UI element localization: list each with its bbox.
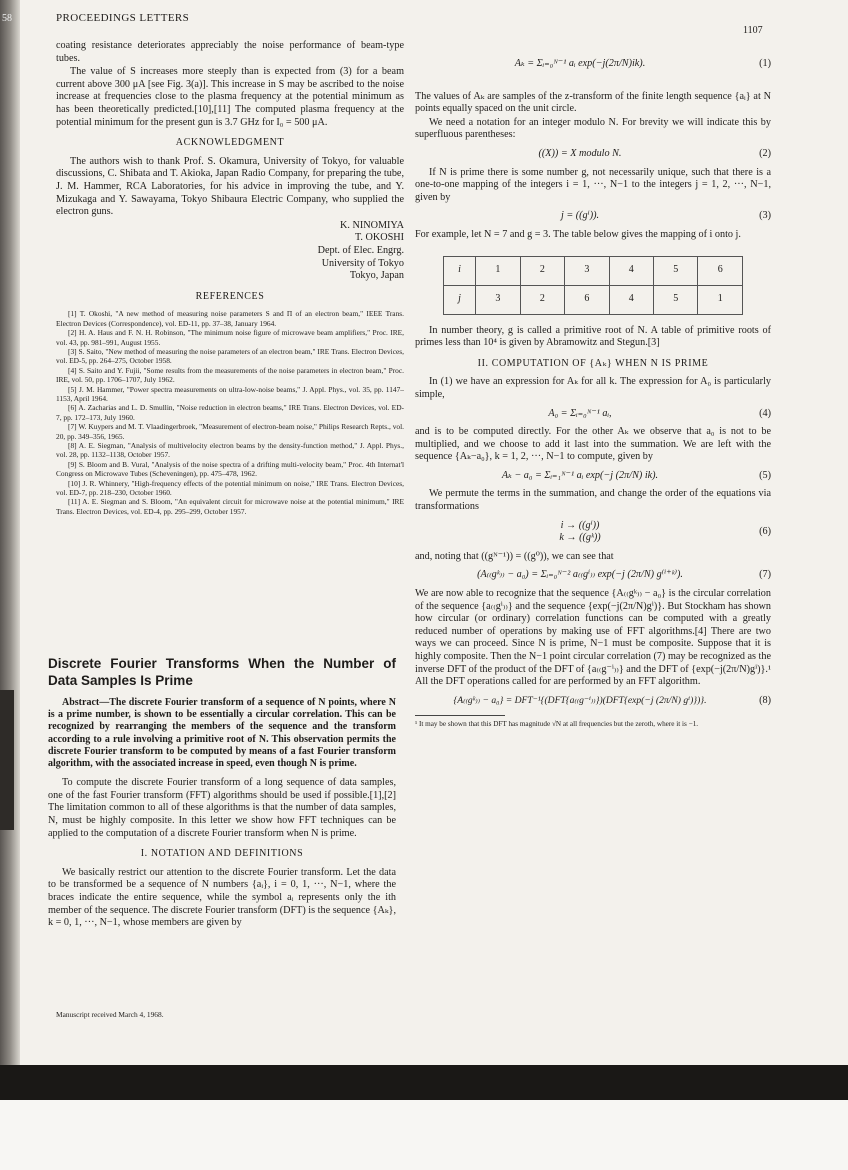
paragraph: and is to be computed directly. For the other Aₖ we observe that a₀ is not to be multiplied, and we choose to add it last into the summation. We are left with the sequence {Aₖ−a₀}, k = 1, 2, ···, N−1 to compute, given by (415, 426, 771, 463)
table-cell: 6 (565, 285, 609, 314)
paragraph: We basically restrict our attention to the discrete Fourier transform. Let the data to be transformed be a sequence of N numbers {aᵢ}, i = 0, 1, ···, N−1, where the braces indicate the entire sequence, while the symbol aᵢ represents only the ith member of the sequence. The discrete Fourier transform (DFT) is the sequence {Aₖ}, k = 0, 1, ···, N−1, whose members are given by (48, 866, 396, 929)
table-cell: 4 (609, 285, 653, 314)
acknowledgment-text: The authors wish to thank Prof. S. Okamura, University of Tokyo, for valuable discussions, C. Shibata and T. Akioka, Japan Radio Company, for preparing the tube, J. M. Hammer, RCA Laboratories, for his advice in improving the tube, and Y. Mizukaga and Y. Sawayama, Tokyo Shibaura Electric Company, who supplied the electron guns. (56, 155, 404, 218)
reference-item: [2] H. A. Haus and F. N. H. Robinson, "The minimum noise figure of microwave beam amplifiers," Proc. IRE, vol. 43, pp. 981–991, August 1955. (56, 328, 404, 347)
table-cell: 4 (609, 256, 653, 285)
paragraph: For example, let N = 7 and g = 3. The table below gives the mapping of i onto j. (415, 228, 741, 240)
mapping-table (443, 256, 743, 315)
author-name: T. OKOSHI (354, 232, 404, 244)
abstract: Abstract—The discrete Fourier transform of a sequence of N points, where N is a prime number, is shown to be essentially a circular correlation. This can be recognized by rearranging the members of the sequence and the transform according to a rule involving a primitive root of N. This observation permits the discrete Fourier transform to be computed by means of a fast Fourier transform algorithm, with the associated increase in speed, even though N is prime. (48, 697, 396, 770)
author-name: K. NINOMIYA (340, 219, 404, 231)
equation-6: i → ((gⁱ)) k → ((gᵏ)) (6) (559, 519, 771, 544)
paragraph: coating resistance deteriorates appreciably the noise performance of beam-type tubes. (56, 40, 404, 64)
reference-item: [1] T. Okoshi, "A new method of measuring noise parameters S and Π of an electron beam," IEEE Trans. Electron Devices (Correspondence), vol. ED-11, pp. 37–38, January 1964. (56, 309, 404, 328)
paragraph: We need a notation for an integer modulo N. For brevity we will indicate this by superfluous parentheses: (415, 116, 771, 141)
table-cell: 5 (654, 285, 698, 314)
table-row (444, 256, 743, 285)
equation-line: i → ((gⁱ)) (560, 519, 600, 531)
equation-5: Aₖ − a₀ = Σᵢ₌₁ᴺ⁻¹ aᵢ exp(−j (2π/N) ik). (5) (501, 469, 771, 481)
table-cell: 3 (565, 256, 609, 285)
table-cell: 2 (520, 285, 564, 314)
paragraph: In (1) we have an expression for Aₖ for all k. The expression for A₀ is particularly simple, (415, 376, 771, 400)
references-heading: REFERENCES (195, 290, 265, 302)
footnote: ¹ It may be shown that this DFT has magnitude √N at all frequencies but the zeroth, where it is −1. (415, 720, 699, 729)
affiliation: Dept. of Elec. Engrg. (317, 244, 404, 256)
equation-1: Aₖ = Σᵢ₌₀ᴺ⁻¹ aᵢ exp(−j(2π/N)ik). (1) (514, 58, 771, 69)
equation-4: A₀ = Σᵢ₌₀ᴺ⁻¹ aᵢ, (4) (548, 407, 771, 419)
reference-item: [5] J. M. Hammer, "Power spectra measurements on ultra-low-noise beams," J. Appl. Phys., vol. 35, pp. 1147–1153, April 1964. (56, 384, 404, 403)
right-column (415, 52, 771, 729)
manuscript-note: Manuscript received March 4, 1968. (56, 1010, 164, 1019)
table-cell: i (444, 256, 476, 285)
paragraph: The values of Aₖ are samples of the z-transform of the finite length sequence {aᵢ} at N points equally spaced on the unit circle. (415, 90, 771, 115)
paragraph: We permute the terms in the summation, and change the order of the equations via transformations (415, 488, 771, 513)
equation-8: {A₍₍gᵏ₎₎ − a₀} = DFT⁻¹{(DFT{a₍₍g⁻ⁱ₎₎})(DFT{exp(−j (2π/N) gⁱ)})}. (8) (453, 694, 771, 706)
page-spine-shadow (0, 0, 20, 1065)
scan-bottom-margin (0, 1100, 848, 1170)
paragraph: If N is prime there is some number g, not necessarily unique, such that there is a one-to-one mapping of the integers i = 1, ···, N−1 to the integers j = 1, 2, ···, N−1, given by (415, 166, 771, 203)
section-heading: I. NOTATION AND DEFINITIONS (140, 848, 304, 860)
reference-list (56, 309, 404, 516)
article-title: Discrete Fourier Transforms When the Number of Data Samples Is Prime (48, 656, 396, 688)
table-cell: 1 (698, 285, 743, 314)
affiliation: University of Tokyo (321, 257, 404, 269)
scan-black-border (0, 1065, 848, 1100)
footnote-rule (415, 715, 505, 716)
reference-item: [9] S. Bloom and B. Vural, "Analysis of the noise spectra of a drifting multi-velocity beam," Proc. 4th Internat'l Congress on Microwave Tubes (Scheveningen), pp. 475–478, 1962. (56, 459, 404, 479)
affiliation: Tokyo, Japan (349, 270, 404, 282)
reference-item: [3] S. Saito, "New method of measuring the noise parameters of an electron beam," IRE Trans. Electron Devices, vol. ED-5, pp. 264–275, October 1958. (56, 346, 404, 366)
reference-item: [7] W. Kuypers and M. T. Vlaadingerbroek, "Measurement of electron-beam noise," Philips Research Repts., vol. 20, pp. 349–356, 1965. (56, 422, 404, 441)
reference-item: [4] S. Saito and Y. Fujii, "Some results from the measurements of the noise parameters in electron beam," Proc. IRE, vol. 50, pp. 1706–1707, July 1962. (56, 365, 404, 385)
intro-paragraph: To compute the discrete Fourier transform of a long sequence of data samples, one of the fast Fourier transform (FFT) algorithms should be used if possible.[1],[2] The limitation common to all of these algorithms is that the number of data samples, N, must be highly composite. In this letter we show how FFT techniques can be applied to the computation of a discrete Fourier transform when N is prime. (48, 777, 396, 839)
paragraph: We are now able to recognize that the sequence {A₍₍gᵏ₎₎ − a₀} is the circular correlation of the sequence {a₍₍gⁱ₎₎} and the sequence {exp(−j(2π/N)gⁱ)}. But Stockham has shown how circular (or ordinary) correlation functions can be computed with a greatly reduced number of operations by making use of FFT algorithms.[4] There are two ways we can proceed. Since N is prime, N−1 must be composite. Suppose that it is highly composite. Then the N−1 point circular correlation (7) may be recognized as the inverse DFT of the product of the DFT of {a₍₍g⁻ⁱ₎₎} and the DFT of {exp(−j(2π/N)gⁱ)}.¹ All the DFT operations called for are performed by an FFT algorithm. (415, 588, 772, 688)
equation-7: (A₍₍gᵏ₎₎ − a₀) = Σᵢ₌₀ᴺ⁻² a₍₍gⁱ₎₎ exp(−j (2π/N) g⁽ⁱ⁺ᵏ⁾). (7) (477, 569, 771, 581)
binding-shadow (0, 690, 14, 830)
left-page-number: 58 (2, 13, 12, 24)
reference-item: [10] J. R. Whinnery, "High-frequency effects of the potential minimum on noise," IRE Trans. Electron Devices, vol. ED-7, pp. 218–230, October 1960. (56, 478, 404, 497)
page-number: 1107 (743, 25, 763, 36)
paragraph: In number theory, g is called a primitive root of N. A table of primitive roots of primes less than 10⁴ is given by Abramowitz and Stegun.[3] (415, 324, 771, 349)
table-cell: j (444, 285, 476, 314)
table-cell: 3 (476, 285, 520, 314)
article-column (48, 655, 396, 931)
paragraph: and, noting that ((gᴺ⁻¹)) = ((g⁰)), we can see that (415, 550, 614, 562)
paragraph: The value of S increases more steeply than is expected from (3) for a beam current above 300 μA [see Fig. 3(a)]. This increase in S may be ascribed to the noise increase at frequencies close to the plasma frequency at the potential minimum as has been theoretically predicted.[10],[11] The computed plasma frequency at the potential minimum for the present gun is 3.7 GHz for I₀ = 500 μA. (56, 66, 404, 128)
reference-item: [6] A. Zacharias and L. D. Smullin, "Noise reduction in electron beams," IRE Trans. Electron Devices, vol. ED-7, pp. 172–173, July 1960. (56, 403, 404, 422)
acknowledgment-heading: ACKNOWLEDGMENT (175, 137, 285, 149)
table-cell: 2 (520, 256, 564, 285)
table-cell: 5 (654, 256, 698, 285)
table-cell: 6 (698, 256, 743, 285)
equation-3: j = ((gⁱ)). (3) (560, 210, 771, 222)
equation-2: ((X)) = X modulo N. (2) (538, 147, 771, 159)
reference-item: [11] A. E. Siegman and S. Bloom, "An equivalent circuit for microwave noise at the potential minimum," IRE Trans. Electron Devices, vol. ED-4, pp. 295–299, October 1957. (56, 497, 404, 516)
left-column (56, 40, 404, 516)
section-heading: II. COMPUTATION OF {Aₖ} WHEN N IS PRIME (477, 357, 709, 369)
table-cell: 1 (476, 256, 520, 285)
author-block (56, 220, 404, 283)
equation-line: k → ((gᵏ)) (559, 532, 601, 544)
table-row (444, 285, 743, 314)
reference-item: [8] A. E. Siegman, "Analysis of multivelocity electron beams by the density-function method," J. Appl. Phys., vol. 28, pp. 1132–1138, October 1957. (56, 440, 404, 460)
running-header: PROCEEDINGS LETTERS (56, 12, 190, 24)
